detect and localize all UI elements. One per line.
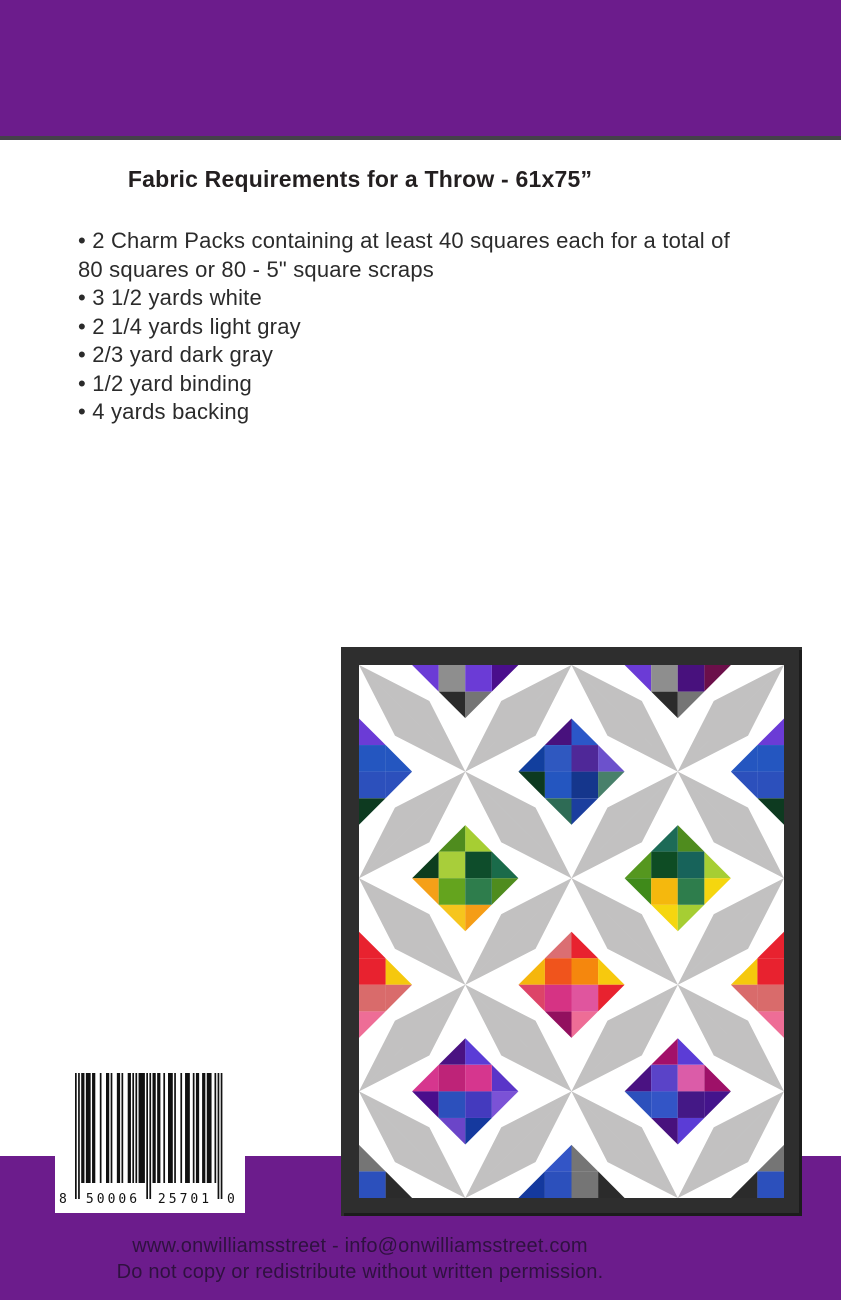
requirement-item: • 2/3 yard dark gray [78, 342, 274, 367]
requirement-item: • 2 Charm Packs containing at least 40 squares each for a total of 80 squares or 80 - 5" square scraps [78, 228, 730, 282]
header-band-edge [0, 136, 841, 140]
requirement-item: • 3 1/2 yards white [78, 285, 262, 310]
barcode-digit-group2: 25701 [157, 1192, 213, 1207]
quilt-photo [341, 647, 802, 1216]
fabric-requirements-list [78, 227, 733, 427]
footer-contact [0, 1233, 720, 1285]
footer-website-line: www.onwilliamsstreet - info@onwilliamsstreet.com [132, 1235, 588, 1257]
footer-permission-line: Do not copy or redistribute without written permission. [116, 1261, 604, 1283]
requirement-item: • 2 1/4 yards light gray [78, 313, 301, 339]
requirement-item: • 1/2 yard binding [78, 370, 252, 396]
barcode-digit-group1: 50006 [85, 1192, 141, 1207]
requirement-item: • 4 yards backing [78, 399, 250, 424]
page-title: Fabric Requirements for a Throw - 61x75” [127, 166, 593, 192]
barcode-digit-left: 8 [59, 1192, 67, 1207]
header-band [0, 0, 841, 136]
barcode [55, 1060, 245, 1213]
quilt-interior [341, 647, 802, 1216]
barcode-digit-right: 0 [227, 1192, 235, 1207]
